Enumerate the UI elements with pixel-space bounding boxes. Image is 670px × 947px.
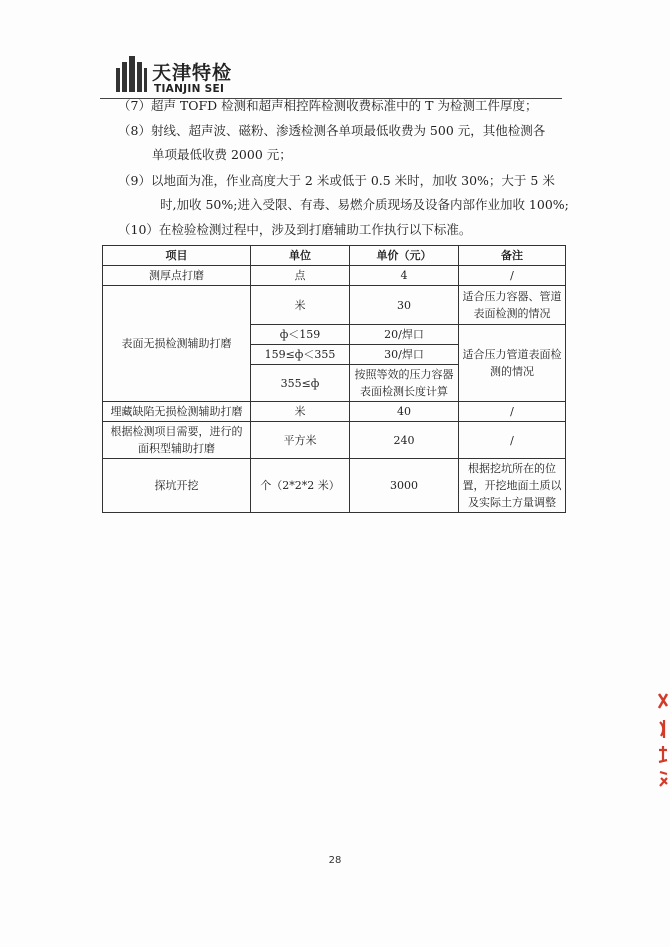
note-cell: / xyxy=(459,402,566,422)
note-cell: 适合压力管道表面检测的情况 xyxy=(459,325,566,402)
table-row xyxy=(103,266,566,286)
note-cell: 根据挖坑所在的位置，开挖地面土质以及实际土方量调整 xyxy=(459,459,566,513)
table-row xyxy=(103,459,566,513)
price-cell: 30 xyxy=(350,286,459,325)
unit-cell: 平方米 xyxy=(251,422,350,459)
price-cell: 30/焊口 xyxy=(350,345,459,365)
item-cell: 探坑开挖 xyxy=(103,459,251,513)
unit-cell: 米 xyxy=(251,402,350,422)
note-cell: 适合压力容器、管道表面检测的情况 xyxy=(459,286,566,325)
item-cell: 埋藏缺陷无损检测辅助打磨 xyxy=(103,402,251,422)
price-cell: 按照等效的压力容器表面检测长度计算 xyxy=(350,365,459,402)
unit-cell: 米 xyxy=(251,286,350,325)
price-cell: 20/焊口 xyxy=(350,325,459,345)
table-row xyxy=(103,402,566,422)
item-cell: 测厚点打磨 xyxy=(103,266,251,286)
price-cell: 3000 xyxy=(350,459,459,513)
col-header-note: 备注 xyxy=(459,246,566,266)
logo-english-name: TIANJIN SEI xyxy=(154,83,225,95)
unit-cell: 点 xyxy=(251,266,350,286)
col-header-item: 项目 xyxy=(103,246,251,266)
price-cell: 240 xyxy=(350,422,459,459)
price-cell: 40 xyxy=(350,402,459,422)
logo-chinese-name: 天津特检 xyxy=(152,62,233,84)
company-logo-icon xyxy=(114,54,148,94)
unit-cell: 355≤ф xyxy=(251,365,350,402)
price-cell: 4 xyxy=(350,266,459,286)
unit-cell: 个（2*2*2 米） xyxy=(251,459,350,513)
note-7: （7）超声 TOFD 检测和超声相控阵检测收费标准中的 T 为检测工件厚度； xyxy=(118,98,538,113)
note-9-continued: 时,加收 50%;进入受限、有毒、易燃介质现场及设备内部作业加收 100%; xyxy=(160,197,569,212)
grinding-fee-table xyxy=(102,245,566,513)
table-row xyxy=(103,422,566,459)
table-row xyxy=(103,286,566,325)
note-8: （8）射线、超声波、磁粉、渗透检测各单项最低收费为 500 元，其他检测各 xyxy=(118,123,546,138)
red-seal-edge-icon xyxy=(655,690,670,790)
item-cell: 根据检测项目需要，进行的面积型辅助打磨 xyxy=(103,422,251,459)
table-header-row xyxy=(103,246,566,266)
note-8-continued: 单项最低收费 2000 元； xyxy=(152,147,292,162)
page-number: 28 xyxy=(328,855,342,866)
unit-cell: 159≤ф＜355 xyxy=(251,345,350,365)
note-9: （9）以地面为准，作业高度大于 2 米或低于 0.5 米时，加收 30%；大于 5 米 xyxy=(118,173,555,188)
col-header-unit: 单位 xyxy=(251,246,350,266)
unit-cell: ф＜159 xyxy=(251,325,350,345)
note-cell: / xyxy=(459,266,566,286)
note-cell: / xyxy=(459,422,566,459)
item-cell: 表面无损检测辅助打磨 xyxy=(103,286,251,402)
col-header-price: 单价（元） xyxy=(350,246,459,266)
note-10: （10）在检验检测过程中，涉及到打磨辅助工作执行以下标准。 xyxy=(118,222,472,237)
page-header xyxy=(100,50,562,99)
